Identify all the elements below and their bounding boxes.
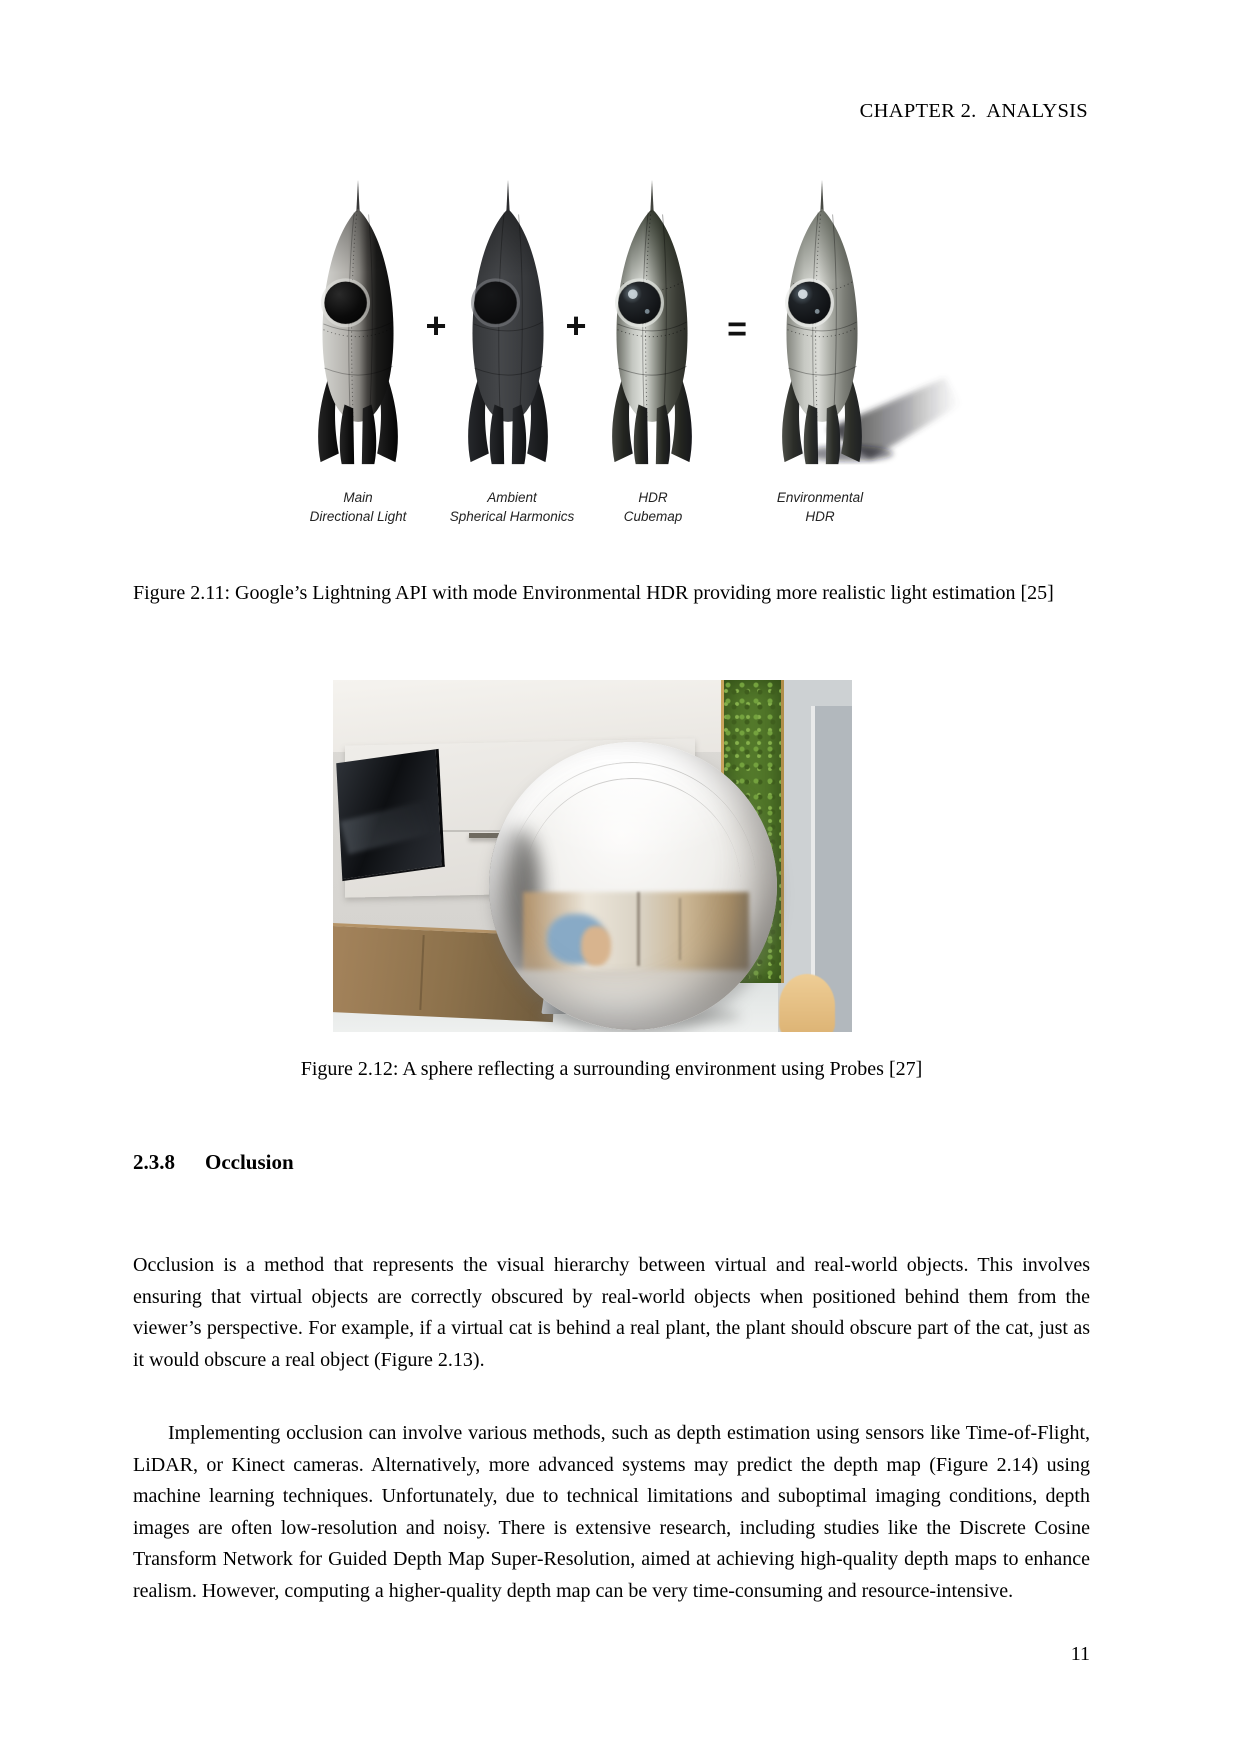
figure-2-12-caption: Figure 2.12: A sphere reflecting a surrounding environment using Probes [27]: [300, 1058, 923, 1080]
photo-chair: [779, 974, 835, 1032]
running-header: CHAPTER 2. ANALYSIS: [859, 100, 1088, 122]
plus-sign-1: +: [425, 305, 447, 346]
section-heading: [133, 1150, 294, 1175]
rocket-hdr-cubemap-image: [604, 178, 700, 466]
label-ambient-spherical-harmonics: Ambient Spherical Harmonics: [449, 490, 575, 524]
photo-reflective-sphere: [489, 742, 777, 1030]
equals-sign: =: [727, 310, 747, 349]
section-number: 2.3.8: [133, 1150, 175, 1174]
rocket-environmental-hdr-image: [774, 178, 1014, 466]
rocket-ambient-spherical-harmonics-image: [460, 178, 556, 466]
sphere-rim-shading: [489, 742, 777, 1030]
figure-2-12-photo: [333, 680, 852, 1032]
figure-2-11-caption: Figure 2.11: Google’s Lightning API with mode Environmental HDR providing more realistic light estimation [25]: [133, 582, 1054, 604]
plus-sign-2: +: [565, 305, 587, 346]
rocket-main-directional-light-image: [310, 178, 406, 466]
section-title: Occlusion: [205, 1150, 294, 1174]
paragraph-occlusion-1: Occlusion is a method that represents the visual hierarchy between virtual and real-world objects. This involves ensuring that virtual objects are correctly obscured by real-world objects when positioned behind them from the viewer’s perspective. For example, if a virtual cat is behind a real plant, the plant should obscure part of the cat, just as it would obscure a real object (Figure 2.13).: [133, 1254, 1090, 1371]
label-hdr-cubemap: HDR Cubemap: [623, 490, 683, 524]
label-environmental-hdr: Environmental HDR: [776, 490, 864, 524]
page-number: 11: [1070, 1643, 1090, 1665]
figure-2-11-rockets: [0, 178, 1240, 468]
label-main-directional-light: Main Directional Light: [309, 490, 407, 524]
paragraph-occlusion-2: Implementing occlusion can involve various methods, such as depth estimation using sensors like Time-of-Flight, LiDAR, or Kinect cameras. Alternatively, more advanced systems may predict the depth map (Figure 2.14) using machine learning techniques. Unfortunately, due to technical limitations and suboptimal imaging conditions, depth images are often low-resolution and noisy. There is extensive research, including studies like the Discrete Cosine Transform Network for Guided Depth Map Super-Resolution, aimed at achieving high-quality depth maps to enhance realism. However, computing a higher-quality depth map can be very time-consuming and resource-intensive.: [133, 1422, 1090, 1602]
